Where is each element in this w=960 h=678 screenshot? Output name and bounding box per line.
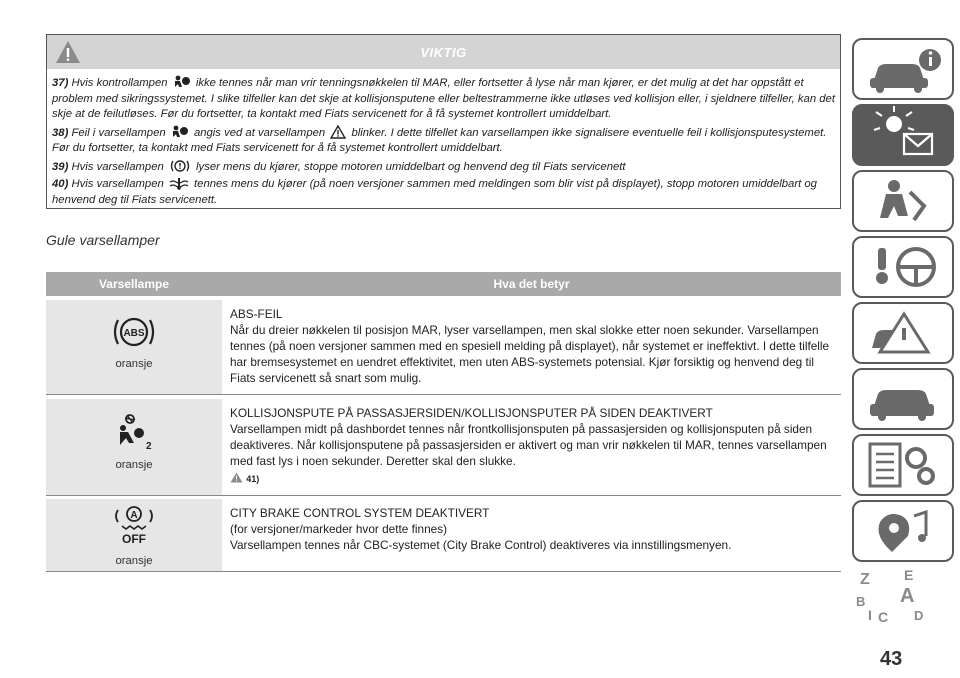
index-letter: D: [914, 608, 924, 623]
meaning-heading: KOLLISJONSPUTE PÅ PASSASJERSIDEN/KOLLISJONSPUTER PÅ SIDEN DEAKTIVERT: [230, 405, 713, 420]
meaning-text: Varsellampen tennes når CBC-systemet (City Brake Control) deaktiveres via innstillingsmenyen.: [230, 538, 732, 552]
tab-car-info[interactable]: [852, 38, 954, 100]
index-letter: A: [900, 585, 915, 607]
warning-header: [47, 35, 840, 69]
lamp-color-label: oransje: [115, 358, 153, 370]
index-letter: E: [904, 567, 914, 583]
lamp-color-label: oransje: [115, 458, 153, 471]
warning-box: [46, 34, 841, 209]
index-letter: Z: [860, 571, 870, 588]
city-brake-control-off-icon: [110, 505, 158, 547]
tab-multimedia[interactable]: [852, 500, 954, 562]
section-title: Gule varsellamper: [46, 232, 160, 248]
warning-triangle-icon: [330, 125, 346, 139]
reference-number: 41): [246, 473, 260, 484]
warning-item-39: 39) Hvis varsellampen lyser mens du kjører, stoppe motoren umiddelbart og henvend deg til Fiats servicenett: [52, 160, 626, 173]
meaning-heading: CITY BRAKE CONTROL SYSTEM DEAKTIVERT: [230, 506, 490, 520]
technical-data-gears-icon: [854, 436, 952, 494]
table-row: [46, 399, 841, 496]
tab-technical-data[interactable]: [852, 434, 954, 496]
passenger-airbag-off-icon: [114, 413, 154, 451]
cbc-icon-letter: A: [130, 510, 138, 521]
meaning-subheading: (for versjoner/markeder hvor dette finnes): [230, 522, 448, 536]
warning-item-38: 38) Feil i varsellampen angis ved at varsellampen blinker. I dette tilfellet kan varsellampen ikke signalisere eventuelle feil i kollisjonsputesystemet. Før du fortsetter, ta kontakt med Fiats servicenett for å få systemet kontrollert umiddelbart.: [52, 126, 827, 154]
lamp-cell: [46, 300, 222, 395]
emergency-car-icon: [854, 304, 952, 362]
warning-lights-table: [46, 272, 841, 572]
cbc-icon-off: OFF: [122, 532, 146, 546]
multimedia-icon: [854, 502, 952, 560]
index-letter: C: [878, 609, 889, 625]
safety-icon: [854, 172, 952, 230]
column-header-lamp: Varsellampe: [46, 272, 222, 296]
table-row: [46, 300, 841, 395]
tab-maintenance[interactable]: [852, 368, 954, 430]
warning-lights-message-icon: [854, 106, 952, 164]
abs-icon: [112, 314, 156, 350]
meaning-text: Når du dreier nøkkelen til posisjon MAR, lyser varsellampen, men skal slokke etter noen sekunder. Varsellampen tennes (på noen versjoner sammen med en spesiell melding på displayet), når systemet er ineffektivt. I dette tilfelle har bremsesystemet en uendret effektivitet, men uten ABS-systemets potensial. Kjør forsiktig og henvend deg til Fiats servicenett så snart som mulig.: [230, 323, 830, 385]
tab-emergency[interactable]: [852, 302, 954, 364]
index-letter: I: [868, 607, 872, 623]
meaning-cell: [222, 300, 841, 395]
key-steering-wheel-icon: [854, 238, 952, 296]
warning-title: VIKTIG: [420, 45, 467, 60]
chapter-tabs: [852, 38, 954, 632]
warning-triangle-icon: [230, 472, 243, 483]
index-letters-icon: [852, 566, 950, 628]
car-info-icon: [854, 40, 952, 98]
tab-warning-lights[interactable]: [852, 104, 954, 166]
lamp-cell: [46, 399, 222, 496]
brake-warning-icon: [169, 159, 191, 173]
airbag-icon: [173, 75, 191, 89]
tab-index[interactable]: [852, 566, 954, 628]
lamp-cell: [46, 499, 222, 571]
page-number: 43: [880, 648, 903, 670]
warning-item-37: 37) Hvis kontrollampen ikke tennes når man vrir tenningsnøkkelen til MAR, eller fortsetter å lyse når man kjører, er det mulig at det har oppstått et problem med sikringssystemet. I slike tilfeller kan det skje at kollisjonsputene eller beltestrammerne ikke utløses ved kollisjon eller, i sjeldnere tilfeller, kan det skje at de feilutløses. Før du fortsetter, ta kontakt med Fiats servicenett for å få systemet kontrollert umiddelbart.: [52, 77, 835, 120]
table-header-row: [46, 272, 841, 296]
warning-item-40: 40) Hvis varsellampen tennes mens du kjører (på noen versjoner sammen med meldingen som blir vist på displayet), stopp motoren umiddelbart og henvend deg til Fiats servicenett.: [52, 178, 817, 206]
meaning-cell: [222, 399, 841, 496]
meaning-cell: [222, 499, 841, 571]
lamp-color-label: oransje: [115, 555, 153, 567]
table-row: [46, 499, 841, 571]
meaning-heading: ABS-FEIL: [230, 307, 283, 321]
index-letter: B: [856, 594, 866, 609]
airbag-icon-number: 2: [146, 440, 152, 451]
tab-safety[interactable]: [852, 170, 954, 232]
meaning-text: Varsellampen midt på dashbordet tennes når frontkollisjonsputen på passasjersiden og kollisjonsputen på siden deaktiveres. Når kollisjonsputene på passasjersiden er aktivert og man vrir nøkkelen til MAR, tennes varsellampen med fast lys i noen sekunder. Deretter skal den slukke.: [230, 421, 827, 468]
car-maintenance-icon: [854, 370, 952, 428]
column-header-meaning: Hva det betyr: [222, 272, 841, 296]
tab-starting-driving[interactable]: [852, 236, 954, 298]
abs-icon-text: ABS: [123, 328, 145, 339]
reference-note: [230, 471, 833, 487]
airbag-icon: [171, 125, 189, 139]
engine-temperature-icon: [169, 178, 189, 190]
warning-body: [47, 69, 840, 208]
